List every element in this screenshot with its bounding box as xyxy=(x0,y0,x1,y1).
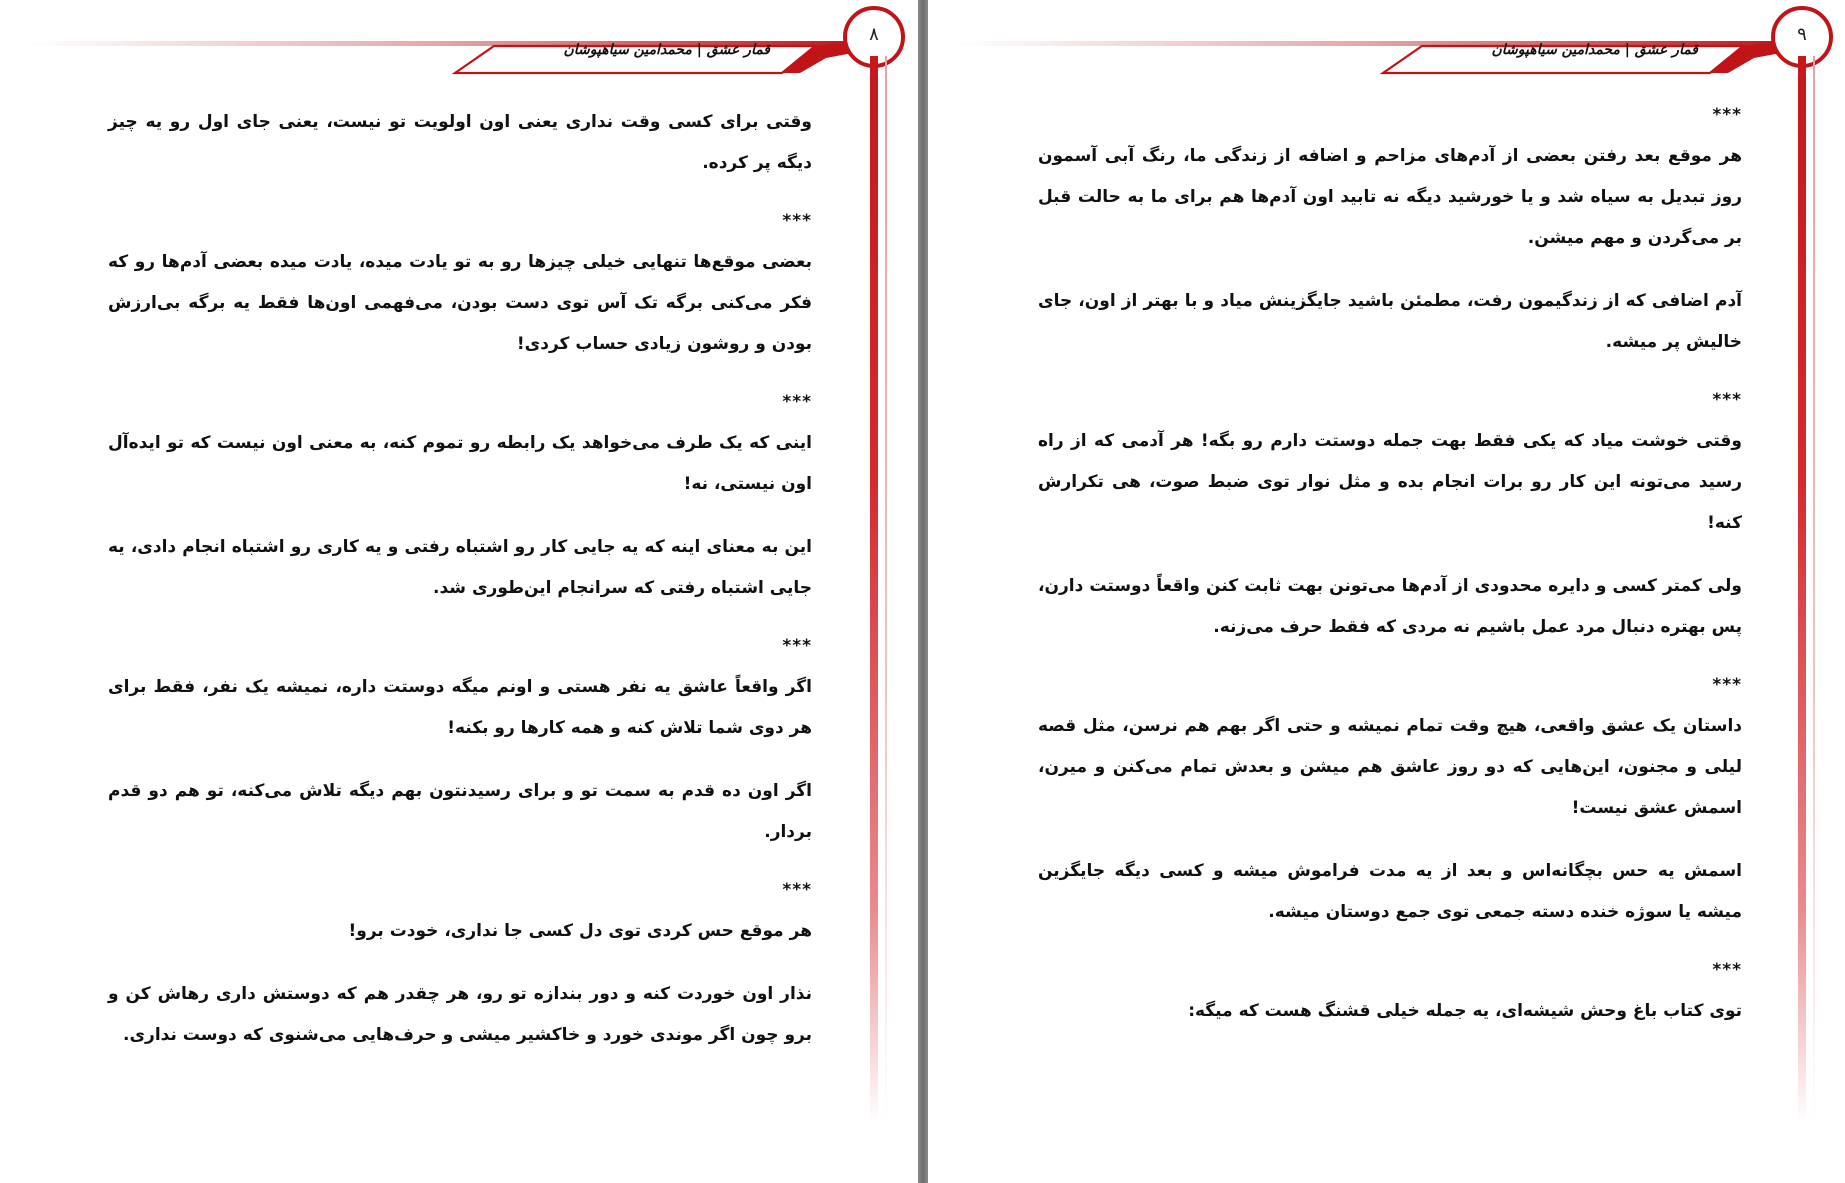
page-9 xyxy=(928,0,1845,1183)
paragraph: آدم اضافی که از زندگیمون رفت، مطمئن باشید جایگزینش میاد و با بهتر از اون، جای خالیش پر میشه. xyxy=(1038,291,1742,352)
paragraph: اینی که یک طرف می‌خواهد یک رابطه رو تموم کنه، به معنی اون نیست که تو ایده‌آل اون نیستی، نه! xyxy=(108,433,812,494)
margin-bar xyxy=(870,56,878,1123)
section-separator: *** xyxy=(1712,390,1742,410)
paragraph: بعضی موقع‌ها تنهایی خیلی چیزها رو به تو یادت میده، یادت میده بعضی آدم‌ها رو که فکر می‌کنی برگه تک آس توی دست بودن، می‌فهمی اون‌ها فقط یه برگه بی‌ارزش بودن و روشون زیادی حساب کردی! xyxy=(108,252,812,354)
paragraph: هر موقع بعد رفتن بعضی از آدم‌های مزاحم و اضافه از زندگی ما، رنگ آبی آسمون روز تبدیل به سیاه شد و یا خورشید دیگه نه تابید اون آدم‌ها هم برای ما به حالت قبل بر می‌گردن و مهم میشن. xyxy=(1038,146,1742,248)
page-8 xyxy=(0,0,918,1183)
section-separator: *** xyxy=(782,636,812,656)
header-decoration xyxy=(928,0,1845,80)
section-separator: *** xyxy=(782,211,812,231)
running-header: قمار عشق | محمدامین سیاهپوشان xyxy=(1491,42,1698,58)
margin-bar-thin xyxy=(1813,56,1815,1123)
header-decoration xyxy=(0,0,918,80)
paragraph: وقتی برای کسی وقت نداری یعنی اون اولویت تو نیست، یعنی جای اول رو یه چیز دیگه پر کرده. xyxy=(108,112,812,173)
paragraph: توی کتاب باغ وحش شیشه‌ای، یه جمله خیلی قشنگ هست که میگه: xyxy=(1188,1001,1742,1021)
margin-bar xyxy=(1798,56,1806,1123)
paragraph: داستان یک عشق واقعی، هیچ وقت تمام نمیشه و حتی اگر بهم هم نرسن، مثل قصه لیلی و مجنون، این‌هایی که دو روز عاشق هم میشن و بعدش تمام می‌کنن و میرن، اسمش عشق نیست! xyxy=(1038,716,1742,818)
section-separator: *** xyxy=(782,880,812,900)
page-text xyxy=(1038,100,1742,1054)
paragraph: اگر اون ده قدم به سمت تو و برای رسیدنتون بهم دیگه تلاش می‌کنه، تو هم دو قدم بردار. xyxy=(108,781,812,842)
paragraph: ولی کمتر کسی و دایره محدودی از آدم‌ها می‌تونن بهت ثابت کنن واقعاً دوستت دارن، پس بهتره دنبال مرد عمل باشیم نه مردی که فقط حرف می‌زنه. xyxy=(1038,576,1742,637)
paragraph: اگر واقعاً عاشق یه نفر هستی و اونم میگه دوستت داره، نمیشه یک نفر، فقط برای هر دوی شما تلاش کنه و همه کارها رو بکنه! xyxy=(108,677,812,738)
page-number: ٩ xyxy=(1797,24,1807,45)
page-gutter xyxy=(918,0,928,1183)
section-separator: *** xyxy=(782,392,812,412)
section-separator: *** xyxy=(1712,675,1742,695)
page-text xyxy=(108,102,812,1078)
section-separator: *** xyxy=(1712,960,1742,980)
paragraph: اسمش یه حس بچگانه‌اس و بعد از یه مدت فراموش میشه و کسی دیگه جایگزین میشه یا سوژه خنده دسته جمعی توی جمع دوستان میشه. xyxy=(1038,861,1742,922)
margin-bar-thin xyxy=(885,56,887,1123)
paragraph: وقتی خوشت میاد که یکی فقط بهت جمله دوستت دارم رو بگه! هر آدمی که از راه رسید می‌تونه این کار رو برات انجام بده و مثل نوار توی ضبط صوت، هی تکرارش کنه! xyxy=(1038,431,1742,533)
paragraph: نذار اون خوردت کنه و دور بندازه تو رو، هر چقدر هم که دوستش داری رهاش کن و برو چون اگر موندی خورد و خاکشیر میشی و حرف‌هایی می‌شنوی که دوست نداری. xyxy=(108,984,812,1045)
section-separator: *** xyxy=(1712,105,1742,125)
paragraph: هر موقع حس کردی توی دل کسی جا نداری، خودت برو! xyxy=(348,921,812,941)
paragraph: این به معنای اینه که یه جایی کار رو اشتباه رفتی و یه کاری رو اشتباه انجام دادی، یه جایی اشتباه رفتی که سرانجام این‌طوری شد. xyxy=(108,537,812,598)
page-number: ٨ xyxy=(869,24,879,45)
running-header: قمار عشق | محمدامین سیاهپوشان xyxy=(563,42,770,58)
